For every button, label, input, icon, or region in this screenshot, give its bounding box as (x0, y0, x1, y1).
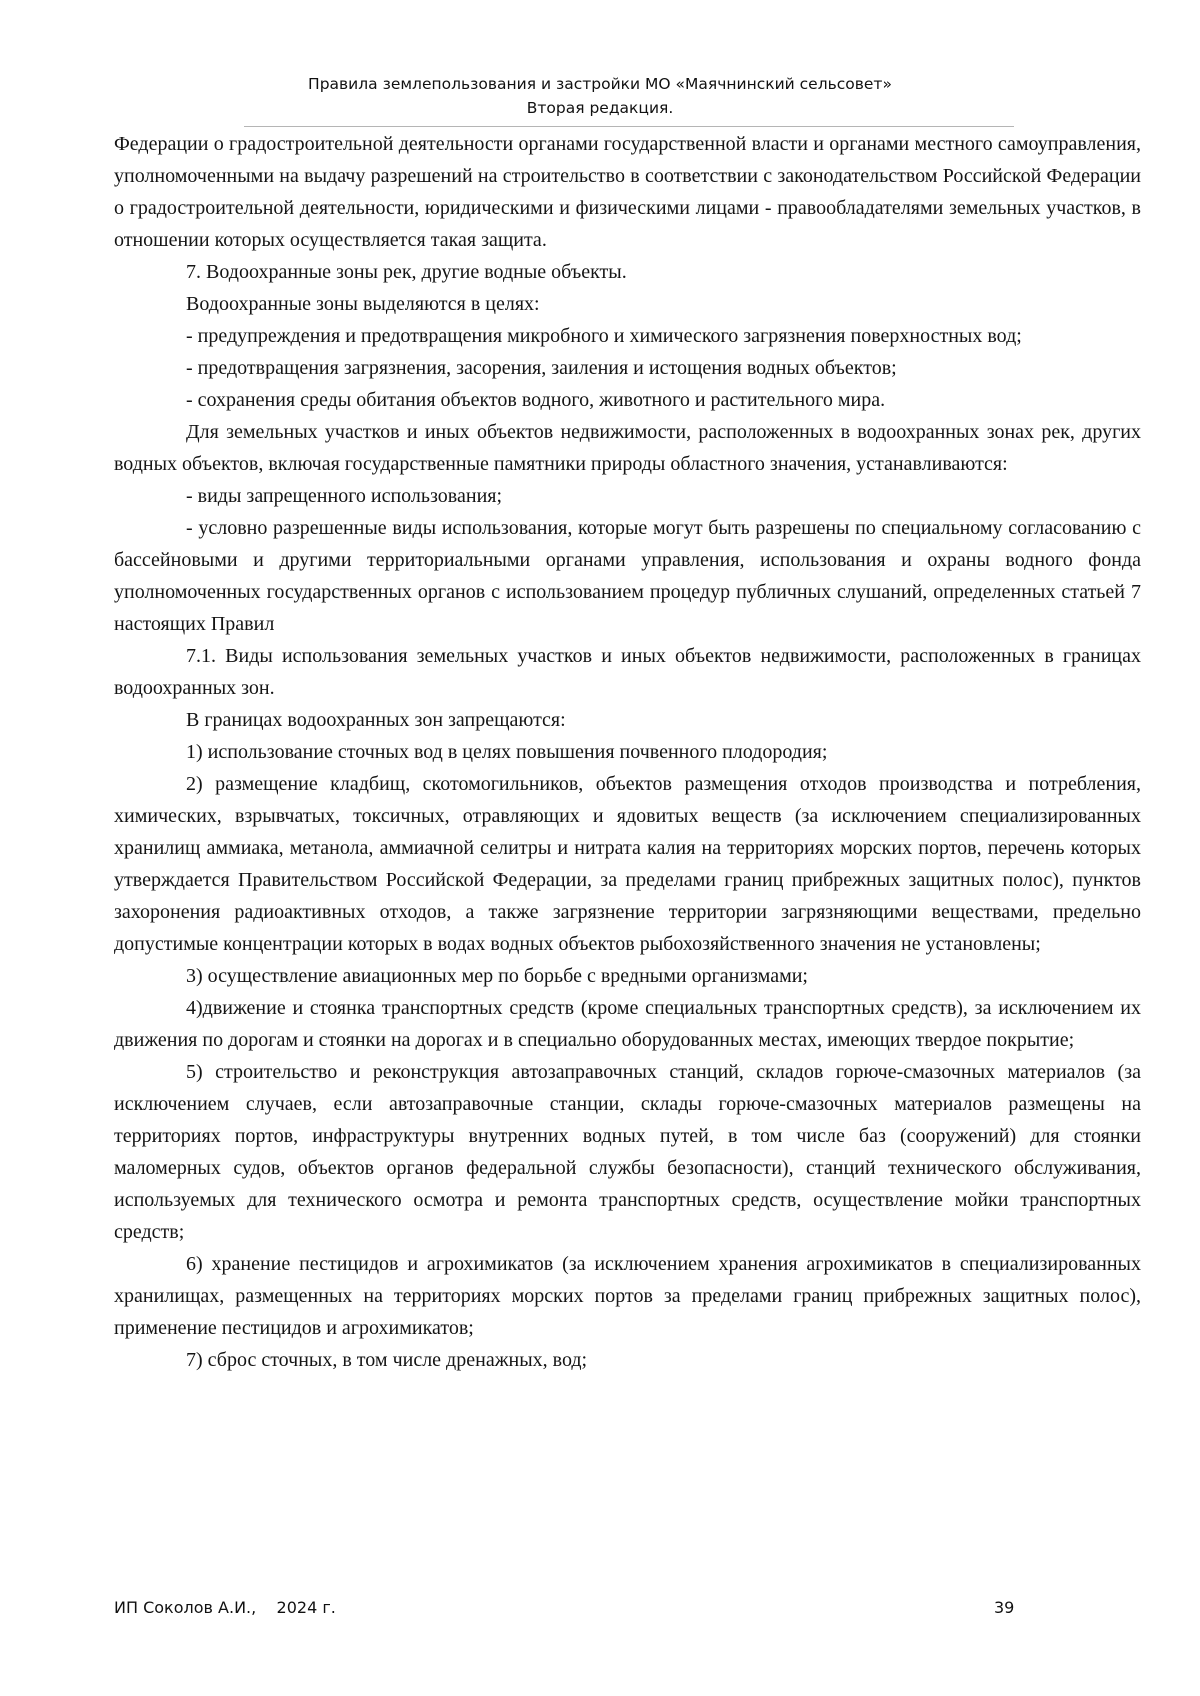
paragraph: 6) хранение пестицидов и агрохимикатов (за исключением хранения агрохимикатов в специализированных хранилищах, размещенных на территориях морских портов за пределами границ прибрежных защитных полос), применение пестицидов и агрохимикатов; (114, 1253, 1141, 1339)
header-title: Правила землепользования и застройки МО «Маячнинский сельсовет» (308, 75, 892, 93)
footer-author: ИП Соколов А.И., 2024 г. (114, 1598, 336, 1617)
header-divider (244, 126, 1014, 127)
paragraph: Для земельных участков и иных объектов недвижимости, расположенных в водоохранных зонах рек, других водных объектов, включая государственные памятники природы областного значения, устанавливаются: (114, 421, 1141, 475)
document-body (114, 128, 1141, 1376)
paragraph: Водоохранные зоны выделяются в целях: (186, 293, 540, 315)
header-edition: Вторая редакция. (526, 99, 674, 117)
paragraph: - виды запрещенного использования; (186, 485, 503, 507)
paragraph: - предупреждения и предотвращения микробного и химического загрязнения поверхностных вод; (186, 325, 1022, 347)
paragraph: В границах водоохранных зон запрещаются: (186, 709, 566, 731)
paragraph: 1) использование сточных вод в целях повышения почвенного плодородия; (186, 741, 828, 763)
page-number: 39 (994, 1598, 1015, 1617)
paragraph: 7. Водоохранные зоны рек, другие водные объекты. (186, 261, 627, 283)
paragraph: 7.1. Виды использования земельных участков и иных объектов недвижимости, расположенных в границах водоохранных зон. (114, 645, 1141, 699)
paragraph: 4)движение и стоянка транспортных средств (кроме специальных транспортных средств), за исключением их движения по дорогам и стоянки на дорогах и в специально оборудованных местах, имеющих твердое покрытие; (114, 997, 1141, 1051)
paragraph: 7) сброс сточных, в том числе дренажных, вод; (186, 1349, 588, 1371)
paragraph: 3) осуществление авиационных мер по борьбе с вредными организмами; (186, 965, 808, 987)
paragraph: - предотвращения загрязнения, засорения, заиления и истощения водных объектов; (186, 357, 897, 379)
paragraph: - условно разрешенные виды использования, которые могут быть разрешены по специальному согласованию с бассейновыми и другими территориальными органами управления, использования и охраны водного фонда уполномоченных государственных органов с использованием процедур публичных слушаний, определенных статьей 7 настоящих Правил (114, 517, 1141, 635)
paragraph: - сохранения среды обитания объектов водного, животного и растительного мира. (186, 389, 886, 411)
paragraph: 2) размещение кладбищ, скотомогильников, объектов размещения отходов производства и потребления, химических, взрывчатых, токсичных, отравляющих и ядовитых веществ (за исключением специализированных хранилищ аммиака, метанола, аммиачной селитры и нитрата калия на территориях морских портов, перечень которых утверждается Правительством Российской Федерации, за пределами границ прибрежных защитных полос), пунктов захоронения радиоактивных отходов, а также загрязнение территории загрязняющими веществами, предельно допустимые концентрации которых в водах водных объектов рыбохозяйственного значения не установлены; (114, 773, 1141, 955)
paragraph: 5) строительство и реконструкция автозаправочных станций, складов горюче-смазочных материалов (за исключением случаев, если автозаправочные станции, склады горюче-смазочных материалов размещены на территориях портов, инфраструктуры внутренних водных путей, в том числе баз (сооружений) для стоянки маломерных судов, объектов органов федеральной службы безопасности), станций технического обслуживания, используемых для технического осмотра и ремонта транспортных средств, осуществление мойки транспортных средств; (114, 1061, 1141, 1243)
paragraph: Федерации о градостроительной деятельности органами государственной власти и органами местного самоуправления, уполномоченными на выдачу разрешений на строительство в соответствии с законодательством Российской Федерации о градостроительной деятельности, юридическими и физическими лицами - правообладателями земельных участков, в отношении которых осуществляется такая защита. (114, 133, 1141, 251)
running-header (0, 72, 1200, 120)
